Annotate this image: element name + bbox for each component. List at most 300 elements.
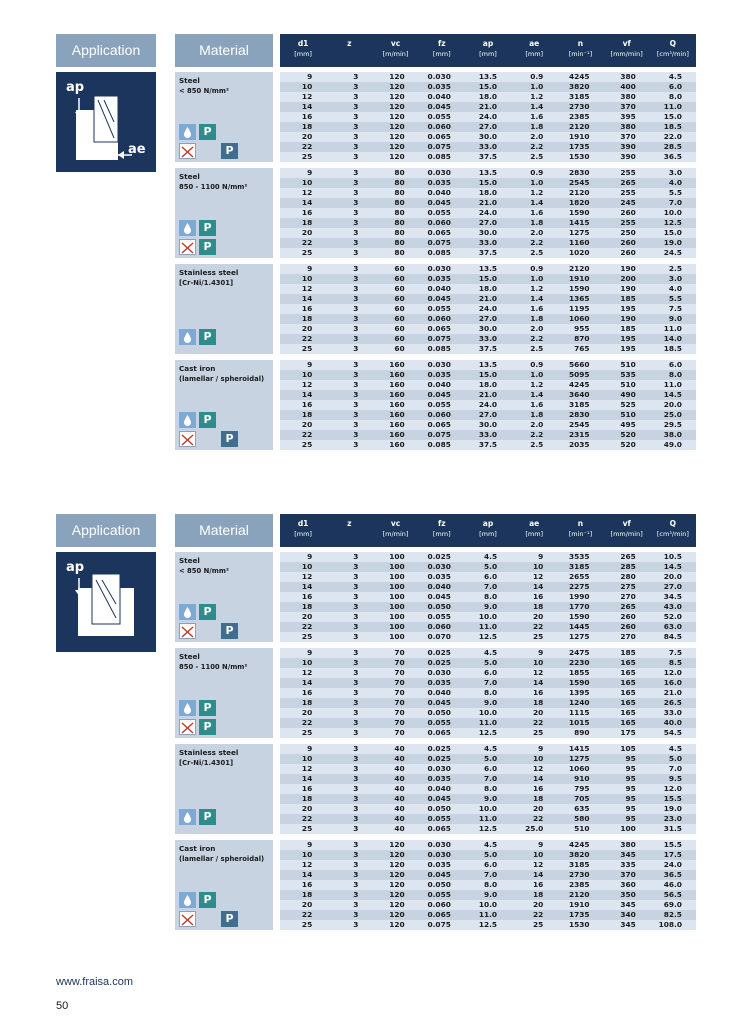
table-cell: 255 — [620, 218, 636, 227]
column-unit: [mm] — [432, 530, 451, 538]
table-cell: 22 — [301, 718, 313, 727]
table-cell: 8.5 — [668, 658, 682, 667]
column-header-0 — [280, 34, 326, 67]
table-cell: 120 — [389, 900, 405, 909]
column-header-3 — [419, 34, 465, 67]
table-cell: 510 — [574, 824, 590, 833]
table-cell: 6.0 — [484, 572, 498, 581]
table-row — [280, 840, 696, 850]
table-cell: 22 — [301, 142, 313, 151]
table-cell: 0.045 — [427, 198, 451, 207]
table-cell: 2.0 — [530, 420, 544, 429]
website-url[interactable]: www.fraisa.com — [56, 976, 134, 988]
table-cell: 7.0 — [484, 774, 498, 783]
table-cell: 120 — [389, 850, 405, 859]
table-cell: 0.050 — [427, 804, 451, 813]
table-cell: 1015 — [568, 718, 590, 727]
table-cell: 12.5 — [478, 920, 498, 929]
column-label: vc — [390, 39, 401, 48]
table-cell: 3535 — [568, 552, 590, 561]
table-cell: 52.0 — [663, 612, 682, 621]
table-cell: 3 — [353, 228, 359, 237]
table-cell: 17.5 — [663, 850, 682, 859]
table-cell: 260 — [620, 248, 636, 257]
table-cell: 3 — [353, 112, 359, 121]
table-cell: 4245 — [568, 72, 590, 81]
table-cell: 2275 — [568, 582, 590, 591]
p-material-icon: P — [199, 700, 216, 716]
coolant-drop-icon — [179, 329, 196, 345]
table-cell: 8.0 — [484, 880, 498, 889]
table-cell: 95 — [625, 774, 636, 783]
table-cell: 33.0 — [478, 430, 498, 439]
table-cell: 7.0 — [484, 678, 498, 687]
table-cell: 30.0 — [478, 132, 498, 141]
table-cell: 3 — [353, 678, 359, 687]
data-rows — [280, 168, 696, 258]
table-cell: 0.065 — [427, 824, 451, 833]
material-group — [175, 168, 273, 258]
table-cell: 13.5 — [478, 264, 498, 273]
table-cell: 12.5 — [478, 632, 498, 641]
table-cell: 3 — [353, 632, 359, 641]
table-cell: 3 — [353, 82, 359, 91]
table-cell: 27.0 — [478, 314, 498, 323]
table-cell: 11.0 — [663, 324, 682, 333]
table-row — [280, 440, 696, 450]
table-cell: 4.5 — [484, 744, 498, 753]
table-row — [280, 152, 696, 162]
table-cell: 5.0 — [484, 850, 498, 859]
table-cell: 3 — [353, 572, 359, 581]
column-label: vf — [622, 39, 631, 48]
table-cell: 12 — [533, 572, 544, 581]
table-cell: 120 — [389, 870, 405, 879]
table-cell: 3 — [353, 152, 359, 161]
p-material-icon: P — [221, 431, 238, 447]
table-cell: 3 — [353, 850, 359, 859]
table-cell: 3 — [353, 420, 359, 429]
table-cell: 0.025 — [427, 552, 451, 561]
table-cell: 0.040 — [427, 92, 451, 101]
table-cell: 9.0 — [484, 890, 498, 899]
table-cell: 12 — [533, 668, 544, 677]
material-name: Stainless steel — [179, 748, 239, 757]
table-cell: 36.5 — [663, 870, 682, 879]
column-header-0 — [280, 514, 326, 547]
column-label: n — [577, 519, 584, 528]
table-cell: 100 — [389, 552, 405, 561]
table-cell: 3185 — [568, 400, 590, 409]
table-cell: 19.0 — [663, 238, 682, 247]
column-label: d1 — [297, 519, 309, 528]
table-cell: 40 — [394, 764, 405, 773]
table-cell: 0.085 — [427, 248, 451, 257]
table-cell: 1735 — [568, 910, 590, 919]
table-cell: 1160 — [568, 238, 590, 247]
table-cell: 12 — [301, 572, 313, 581]
table-cell: 3 — [353, 910, 359, 919]
table-cell: 5660 — [568, 360, 590, 369]
p-material-icon: P — [199, 719, 216, 735]
table-cell: 21.0 — [478, 390, 498, 399]
table-cell: 7.5 — [668, 304, 682, 313]
table-cell: 380 — [620, 840, 636, 849]
table-cell: 250 — [620, 228, 636, 237]
table-cell: 10.0 — [663, 208, 682, 217]
p-material-icon: P — [199, 412, 216, 428]
table-cell: 9 — [307, 72, 313, 81]
table-cell: 160 — [389, 440, 405, 449]
material-group — [175, 552, 273, 642]
table-cell: 10 — [301, 562, 313, 571]
table-cell: 25 — [301, 920, 313, 929]
column-label: ae — [529, 39, 540, 48]
table-row — [280, 390, 696, 400]
table-cell: 100 — [389, 592, 405, 601]
table-cell: 265 — [620, 178, 636, 187]
table-cell: 40 — [394, 814, 405, 823]
table-cell: 1.4 — [530, 294, 544, 303]
table-cell: 27.0 — [478, 218, 498, 227]
table-cell: 9 — [538, 840, 544, 849]
table-cell: 80 — [394, 168, 405, 177]
table-row — [280, 880, 696, 890]
table-cell: 0.065 — [427, 324, 451, 333]
table-cell: 3 — [353, 264, 359, 273]
table-cell: 3 — [353, 804, 359, 813]
table-cell: 18 — [301, 122, 313, 131]
coolant-drop-icon — [179, 700, 196, 716]
column-unit: [mm] — [525, 530, 544, 538]
table-row — [280, 764, 696, 774]
table-cell: 120 — [389, 112, 405, 121]
table-cell: 105 — [620, 744, 636, 753]
table-cell: 13.5 — [478, 72, 498, 81]
table-cell: 100 — [389, 602, 405, 611]
table-cell: 8.0 — [484, 592, 498, 601]
material-name: Steel — [179, 652, 200, 661]
table-cell: 2.0 — [530, 228, 544, 237]
table-cell: 1060 — [568, 314, 590, 323]
table-cell: 29.5 — [663, 420, 682, 429]
table-row — [280, 430, 696, 440]
table-cell: 1910 — [568, 132, 590, 141]
table-cell: 0.040 — [427, 784, 451, 793]
table-cell: 165 — [620, 698, 636, 707]
p-material-icon: P — [221, 143, 238, 159]
data-rows — [280, 360, 696, 450]
table-cell: 3 — [353, 718, 359, 727]
table-cell: 0.060 — [427, 900, 451, 909]
table-cell: 260 — [620, 622, 636, 631]
table-cell: 14.5 — [663, 390, 682, 399]
table-cell: 535 — [620, 370, 636, 379]
column-unit: [mm] — [525, 50, 544, 58]
table-cell: 12 — [301, 860, 313, 869]
table-cell: 1060 — [568, 764, 590, 773]
table-cell: 0.030 — [427, 72, 451, 81]
table-row — [280, 92, 696, 102]
p-material-icon: P — [199, 239, 216, 255]
table-cell: 36.5 — [663, 152, 682, 161]
table-cell: 14 — [301, 678, 313, 687]
table-cell: 10 — [533, 658, 544, 667]
table-cell: 21.0 — [663, 688, 682, 697]
column-label: z — [347, 39, 352, 48]
table-row — [280, 370, 696, 380]
table-cell: 9.5 — [668, 774, 682, 783]
table-cell: 18.0 — [478, 284, 498, 293]
material-group — [175, 648, 273, 738]
table-cell: 60 — [394, 344, 405, 353]
table-cell: 0.040 — [427, 688, 451, 697]
table-cell: 0.060 — [427, 314, 451, 323]
table-cell: 18 — [301, 698, 313, 707]
table-cell: 120 — [389, 122, 405, 131]
table-cell: 380 — [620, 72, 636, 81]
table-cell: 6.0 — [668, 360, 682, 369]
table-cell: 25 — [301, 248, 313, 257]
table-cell: 4.5 — [484, 648, 498, 657]
table-cell: 3 — [353, 612, 359, 621]
table-row — [280, 920, 696, 930]
table-cell: 18.5 — [663, 122, 682, 131]
column-header-6 — [557, 514, 603, 547]
table-cell: 12.0 — [663, 784, 682, 793]
table-cell: 5.0 — [484, 658, 498, 667]
table-cell: 16 — [301, 688, 313, 697]
table-row — [280, 824, 696, 834]
table-cell: 22 — [533, 910, 544, 919]
table-cell: 160 — [389, 380, 405, 389]
table-cell: 11.0 — [478, 718, 498, 727]
table-cell: 1.2 — [530, 92, 544, 101]
table-cell: 16 — [301, 304, 313, 313]
table-row — [280, 344, 696, 354]
table-cell: 1770 — [568, 602, 590, 611]
table-cell: 2475 — [568, 648, 590, 657]
table-cell: 390 — [620, 142, 636, 151]
table-cell: 165 — [620, 678, 636, 687]
table-cell: 0.065 — [427, 728, 451, 737]
table-row — [280, 420, 696, 430]
table-row — [280, 668, 696, 678]
table-cell: 18.0 — [478, 380, 498, 389]
table-cell: 12.0 — [663, 668, 682, 677]
table-cell: 10.0 — [478, 804, 498, 813]
table-row — [280, 248, 696, 258]
table-cell: 510 — [620, 380, 636, 389]
material-name: Stainless steel — [179, 268, 239, 277]
table-cell: 20 — [533, 900, 544, 909]
table-cell: 8.0 — [668, 92, 682, 101]
table-cell: 195 — [620, 334, 636, 343]
table-cell: 265 — [620, 552, 636, 561]
table-cell: 1.2 — [530, 284, 544, 293]
table-cell: 3 — [353, 794, 359, 803]
table-cell: 0.075 — [427, 920, 451, 929]
table-cell: 765 — [574, 344, 590, 353]
table-cell: 3 — [353, 860, 359, 869]
table-cell: 40 — [394, 824, 405, 833]
table-cell: 0.030 — [427, 562, 451, 571]
table-cell: 20 — [301, 804, 313, 813]
table-cell: 20 — [301, 132, 313, 141]
table-cell: 3.0 — [668, 168, 682, 177]
table-cell: 890 — [574, 728, 590, 737]
table-cell: 21.0 — [478, 198, 498, 207]
table-cell: 520 — [620, 440, 636, 449]
column-label: z — [347, 519, 352, 528]
table-cell: 3 — [353, 208, 359, 217]
table-cell: 27.0 — [478, 122, 498, 131]
table-cell: 0.050 — [427, 880, 451, 889]
table-cell: 80 — [394, 238, 405, 247]
table-cell: 12.5 — [478, 728, 498, 737]
p-material-icon: P — [221, 623, 238, 639]
table-cell: 1.2 — [530, 188, 544, 197]
table-cell: 12.5 — [478, 824, 498, 833]
table-cell: 3 — [353, 102, 359, 111]
table-cell: 0.045 — [427, 102, 451, 111]
table-cell: 1.0 — [530, 370, 544, 379]
table-cell: 280 — [620, 572, 636, 581]
p-material-icon: P — [199, 329, 216, 345]
table-cell: 1415 — [568, 744, 590, 753]
image-label-ap: ap — [66, 560, 85, 575]
table-cell: 4.0 — [668, 178, 682, 187]
material-spec: 850 - 1100 N/mm² — [179, 663, 248, 671]
table-cell: 3 — [353, 840, 359, 849]
table-cell: 2035 — [568, 440, 590, 449]
table-cell: 70 — [394, 708, 405, 717]
table-cell: 14.5 — [663, 562, 682, 571]
image-label-ae: ae — [128, 142, 146, 157]
table-cell: 28.5 — [663, 142, 682, 151]
table-row — [280, 188, 696, 198]
table-row — [280, 910, 696, 920]
table-cell: 11.0 — [478, 622, 498, 631]
table-cell: 6.0 — [668, 82, 682, 91]
table-cell: 25 — [301, 728, 313, 737]
table-cell: 8.0 — [668, 370, 682, 379]
table-row — [280, 648, 696, 658]
table-cell: 33.0 — [478, 238, 498, 247]
table-cell: 33.0 — [478, 334, 498, 343]
material-name: Steel — [179, 76, 200, 85]
table-cell: 60 — [394, 284, 405, 293]
table-cell: 11.0 — [478, 814, 498, 823]
table-cell: 100 — [389, 582, 405, 591]
column-unit: [mm] — [479, 530, 497, 538]
table-cell: 95 — [625, 814, 636, 823]
table-cell: 7.0 — [484, 870, 498, 879]
coolant-drop-icon — [179, 412, 196, 428]
table-cell: 40 — [394, 774, 405, 783]
table-cell: 1820 — [568, 198, 590, 207]
table-row — [280, 218, 696, 228]
table-cell: 345 — [620, 900, 636, 909]
table-cell: 120 — [389, 102, 405, 111]
table-cell: 25 — [533, 920, 544, 929]
table-cell: 3 — [353, 198, 359, 207]
table-cell: 3 — [353, 188, 359, 197]
table-row — [280, 238, 696, 248]
table-cell: 24.0 — [478, 400, 498, 409]
table-row — [280, 592, 696, 602]
table-cell: 185 — [620, 294, 636, 303]
table-cell: 0.030 — [427, 168, 451, 177]
table-cell: 11.0 — [478, 910, 498, 919]
table-cell: 265 — [620, 602, 636, 611]
table-cell: 3 — [353, 592, 359, 601]
table-cell: 1.6 — [530, 208, 544, 217]
table-cell: 37.5 — [478, 344, 498, 353]
table-cell: 0.075 — [427, 142, 451, 151]
table-cell: 9.0 — [484, 698, 498, 707]
table-row — [280, 678, 696, 688]
table-cell: 3.0 — [668, 274, 682, 283]
table-row — [280, 178, 696, 188]
table-cell: 10 — [301, 850, 313, 859]
table-cell: 3 — [353, 294, 359, 303]
table-cell: 0.9 — [530, 72, 544, 81]
coolant-drop-icon — [179, 604, 196, 620]
column-label: ap — [482, 519, 494, 528]
table-cell: 1.0 — [530, 274, 544, 283]
table-cell: 165 — [620, 718, 636, 727]
table-cell: 40 — [394, 804, 405, 813]
table-cell: 380 — [620, 92, 636, 101]
table-cell: 14 — [301, 102, 313, 111]
table-cell: 0.040 — [427, 188, 451, 197]
table-cell: 70 — [394, 658, 405, 667]
table-cell: 16 — [533, 592, 544, 601]
table-cell: 16.0 — [663, 678, 682, 687]
material-group — [175, 264, 273, 354]
table-cell: 15.0 — [478, 178, 498, 187]
table-cell: 15.0 — [663, 228, 682, 237]
table-cell: 3 — [353, 784, 359, 793]
table-cell: 9 — [307, 840, 313, 849]
table-cell: 22 — [301, 622, 313, 631]
table-cell: 9 — [307, 264, 313, 273]
table-cell: 10 — [301, 370, 313, 379]
table-row — [280, 142, 696, 152]
table-cell: 95 — [625, 794, 636, 803]
table-cell: 15.0 — [663, 112, 682, 121]
table-cell: 1.6 — [530, 400, 544, 409]
table-cell: 3 — [353, 410, 359, 419]
table-cell: 0.060 — [427, 122, 451, 131]
table-cell: 22 — [301, 430, 313, 439]
table-cell: 22 — [301, 910, 313, 919]
table-cell: 14 — [301, 870, 313, 879]
table-cell: 9 — [538, 552, 544, 561]
table-cell: 16 — [533, 688, 544, 697]
table-cell: 2120 — [568, 264, 590, 273]
table-cell: 165 — [620, 668, 636, 677]
table-cell: 3 — [353, 880, 359, 889]
table-cell: 3 — [353, 870, 359, 879]
table-cell: 25 — [301, 632, 313, 641]
table-cell: 33.0 — [663, 708, 682, 717]
table-cell: 185 — [620, 324, 636, 333]
table-row — [280, 814, 696, 824]
table-cell: 60 — [394, 314, 405, 323]
column-unit: [cm³/min] — [656, 530, 689, 538]
